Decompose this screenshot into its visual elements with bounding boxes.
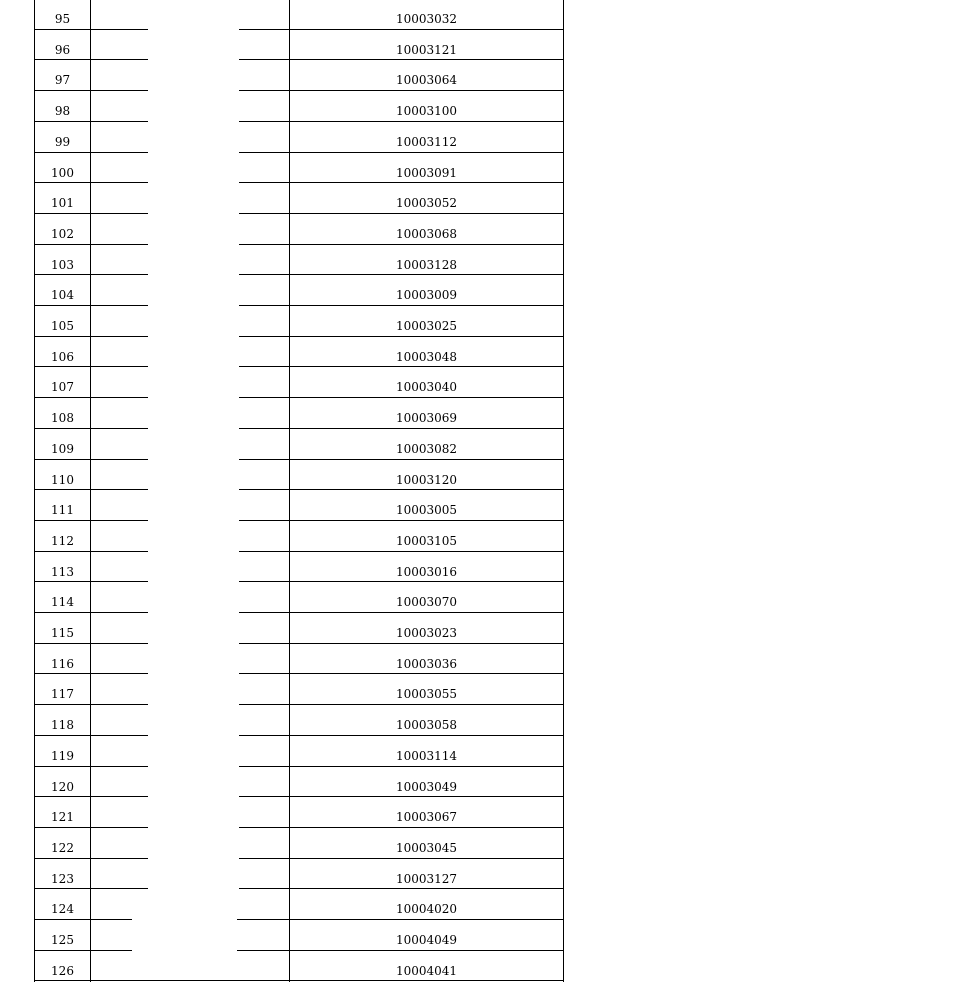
row-number: 121 — [51, 810, 74, 825]
row-number: 114 — [51, 595, 74, 610]
table-row — [0, 29, 960, 60]
table-row — [0, 766, 960, 797]
row-number-cell — [35, 59, 90, 90]
table-row — [0, 182, 960, 213]
code-value: 10003025 — [395, 319, 458, 333]
code-cell — [290, 213, 563, 244]
code-cell — [290, 643, 563, 674]
table-row — [0, 489, 960, 520]
row-number-cell — [35, 766, 90, 797]
table-row — [0, 581, 960, 612]
row-number: 119 — [51, 748, 74, 763]
row-number-cell — [35, 397, 90, 428]
code-cell — [290, 766, 563, 797]
row-number-cell — [35, 888, 90, 919]
code-value: 10003105 — [395, 533, 458, 548]
row-number: 118 — [51, 718, 74, 733]
row-number: 120 — [51, 779, 74, 794]
table-row — [0, 888, 960, 919]
code-value: 10004020 — [395, 902, 458, 917]
row-number: 97 — [54, 73, 71, 88]
code-cell — [290, 397, 563, 428]
code-value: 10003112 — [395, 134, 458, 149]
row-number-cell — [35, 336, 90, 367]
row-number: 115 — [51, 626, 74, 640]
row-number: 99 — [54, 134, 71, 149]
code-value: 10003127 — [395, 871, 458, 886]
row-number: 112 — [51, 533, 74, 548]
code-value: 10004049 — [395, 933, 458, 947]
table-row — [0, 121, 960, 152]
code-cell — [290, 59, 563, 90]
code-value: 10003100 — [395, 104, 458, 119]
table-row — [0, 213, 960, 244]
table-row — [0, 305, 960, 336]
code-cell — [290, 581, 563, 612]
row-number: 100 — [51, 165, 74, 180]
row-number: 106 — [51, 349, 74, 364]
table-row — [0, 274, 960, 305]
code-cell — [290, 305, 563, 336]
row-number: 122 — [51, 840, 74, 855]
row-number-cell — [35, 796, 90, 827]
row-number-cell — [35, 29, 90, 60]
row-number: 110 — [51, 472, 74, 487]
code-cell — [290, 612, 563, 643]
table-row — [0, 551, 960, 582]
code-cell — [290, 90, 563, 121]
code-value: 10003048 — [395, 349, 458, 364]
table-row — [0, 919, 960, 950]
table-row — [0, 858, 960, 889]
row-number: 107 — [51, 380, 74, 395]
code-cell — [290, 121, 563, 152]
row-number: 117 — [51, 687, 74, 702]
table-row — [0, 0, 960, 29]
row-number: 98 — [54, 104, 71, 119]
code-value: 10003067 — [395, 810, 458, 825]
row-number: 116 — [51, 656, 74, 671]
code-cell — [290, 152, 563, 183]
row-number: 105 — [51, 319, 74, 333]
row-number-cell — [35, 643, 90, 674]
row-number-cell — [35, 152, 90, 183]
row-number-cell — [35, 704, 90, 735]
code-value: 10003009 — [395, 288, 458, 303]
code-value: 10003082 — [395, 441, 458, 456]
code-cell — [290, 459, 563, 490]
code-value: 10003091 — [395, 165, 458, 180]
code-cell — [290, 827, 563, 858]
code-cell — [290, 428, 563, 459]
code-cell — [290, 366, 563, 397]
row-number-cell — [35, 489, 90, 520]
code-value: 10003058 — [395, 718, 458, 733]
code-value: 10003068 — [395, 226, 458, 241]
code-value: 10003114 — [395, 748, 458, 763]
table-row — [0, 612, 960, 643]
table-row — [0, 59, 960, 90]
code-cell — [290, 673, 563, 704]
row-number-cell — [35, 213, 90, 244]
code-value: 10003023 — [395, 626, 458, 640]
row-number: 123 — [51, 871, 74, 886]
table-row — [0, 90, 960, 121]
row-number: 111 — [51, 503, 74, 518]
code-value: 10003005 — [395, 503, 458, 518]
table-row — [0, 397, 960, 428]
row-number-cell — [35, 827, 90, 858]
code-value: 10003032 — [395, 12, 458, 26]
code-cell — [290, 489, 563, 520]
code-value: 10004041 — [395, 963, 458, 978]
code-value: 10003055 — [395, 687, 458, 702]
code-cell — [290, 950, 563, 981]
code-cell — [290, 796, 563, 827]
row-border — [34, 980, 564, 981]
row-number: 125 — [51, 933, 74, 947]
row-number: 126 — [51, 963, 74, 978]
table-row — [0, 152, 960, 183]
code-value: 10003049 — [395, 779, 458, 794]
row-number-cell — [35, 182, 90, 213]
code-cell — [290, 29, 563, 60]
table-row — [0, 428, 960, 459]
code-value: 10003036 — [395, 656, 458, 671]
table-row — [0, 520, 960, 551]
code-value: 10003121 — [395, 42, 458, 57]
row-number-cell — [35, 274, 90, 305]
table-row — [0, 673, 960, 704]
table-row — [0, 459, 960, 490]
table-row — [0, 796, 960, 827]
table-row — [0, 735, 960, 766]
row-number: 101 — [51, 196, 74, 211]
table-row — [0, 827, 960, 858]
row-number-cell — [35, 428, 90, 459]
table-row — [0, 366, 960, 397]
row-number: 96 — [54, 42, 71, 57]
row-number-cell — [35, 366, 90, 397]
row-number-cell — [35, 121, 90, 152]
table-row — [0, 643, 960, 674]
row-number-cell — [35, 551, 90, 582]
row-number-cell — [35, 735, 90, 766]
code-value: 10003064 — [395, 73, 458, 88]
code-value: 10003052 — [395, 196, 458, 211]
row-number-cell — [35, 950, 90, 981]
code-cell — [290, 858, 563, 889]
code-value: 10003070 — [395, 595, 458, 610]
code-cell — [290, 551, 563, 582]
row-number-cell — [35, 612, 90, 643]
table-row — [0, 336, 960, 367]
row-number: 104 — [51, 288, 74, 303]
table-row — [0, 950, 960, 981]
code-cell — [290, 0, 563, 29]
table-row — [0, 704, 960, 735]
row-number-cell — [35, 90, 90, 121]
code-value: 10003040 — [395, 380, 458, 395]
code-value: 10003016 — [395, 564, 458, 579]
code-value: 10003120 — [395, 472, 458, 487]
code-cell — [290, 244, 563, 275]
row-number: 102 — [51, 226, 74, 241]
row-number-cell — [35, 0, 90, 29]
row-number-cell — [35, 673, 90, 704]
code-cell — [290, 520, 563, 551]
row-number-cell — [35, 305, 90, 336]
row-number: 113 — [51, 564, 74, 579]
row-number-cell — [35, 581, 90, 612]
row-number-cell — [35, 919, 90, 950]
code-cell — [290, 888, 563, 919]
row-number: 108 — [51, 411, 74, 426]
code-value: 10003045 — [395, 840, 458, 855]
code-cell — [290, 704, 563, 735]
row-number: 103 — [51, 257, 74, 272]
row-number-cell — [35, 459, 90, 490]
row-number-cell — [35, 520, 90, 551]
row-number: 95 — [54, 12, 71, 26]
row-number-cell — [35, 858, 90, 889]
row-number-cell — [35, 244, 90, 275]
row-number: 109 — [51, 441, 74, 456]
code-value: 10003128 — [395, 257, 458, 272]
code-cell — [290, 274, 563, 305]
code-cell — [290, 336, 563, 367]
code-cell — [290, 735, 563, 766]
row-number: 124 — [51, 902, 74, 917]
table-row — [0, 244, 960, 275]
code-value: 10003069 — [395, 411, 458, 426]
code-cell — [290, 919, 563, 950]
code-cell — [290, 182, 563, 213]
